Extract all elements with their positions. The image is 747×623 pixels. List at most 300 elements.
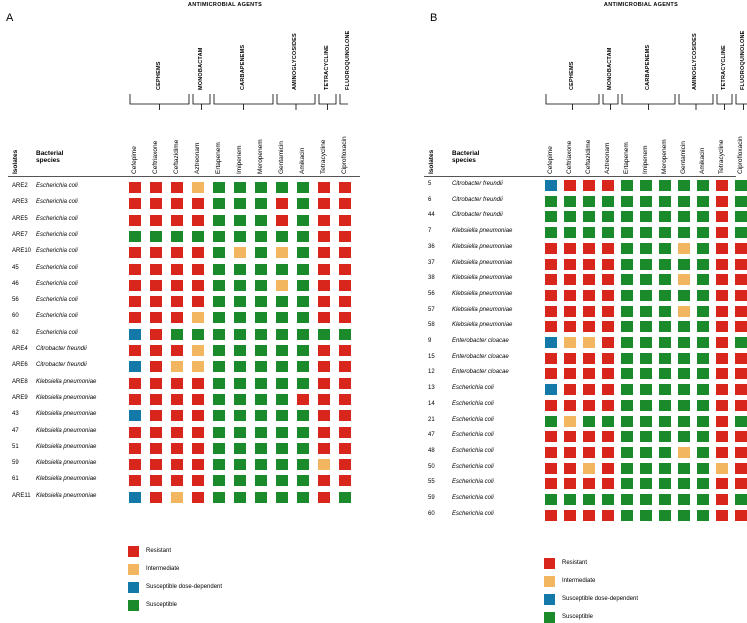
heatmap-cell (545, 337, 557, 348)
heatmap-cell (234, 198, 246, 209)
heatmap-cell (659, 431, 671, 442)
heatmap-cell (297, 443, 309, 454)
heatmap-cell (171, 231, 183, 242)
row-isolate-label: ARE5 (12, 215, 28, 222)
header-bacterial-species: Bacterial species (36, 150, 64, 164)
row-isolate-label: 46 (12, 280, 19, 287)
row-isolate-label: ARE10 (12, 248, 32, 255)
heatmap-cell (213, 459, 225, 470)
row-isolate-label: 36 (428, 243, 435, 250)
heatmap-cell (129, 394, 141, 405)
heatmap-cell (192, 427, 204, 438)
heatmap-cell (192, 312, 204, 323)
heatmap-cell (621, 243, 633, 254)
heatmap-cell (659, 211, 671, 222)
heatmap-cell (192, 329, 204, 340)
heatmap-cell (150, 410, 162, 421)
heatmap-cell (659, 494, 671, 505)
heatmap-cell (583, 337, 595, 348)
heatmap-cell (735, 337, 747, 348)
column-header-meropenem: Meropenem (257, 139, 264, 174)
heatmap-cell (564, 494, 576, 505)
heatmap-cell (339, 475, 351, 486)
heatmap-cell (697, 416, 709, 427)
heatmap-cell (659, 384, 671, 395)
heatmap-cell (192, 231, 204, 242)
heatmap-cell (318, 378, 330, 389)
heatmap-cell (735, 510, 747, 521)
row-species-label: Enterobacter cloacae (452, 369, 509, 376)
row-species-label: Citrobacter freundii (452, 181, 503, 187)
heatmap-cell (545, 196, 557, 207)
heatmap-cell (659, 259, 671, 270)
heatmap-cell (234, 378, 246, 389)
heatmap-cell (545, 290, 557, 301)
heatmap-cell (129, 247, 141, 258)
heatmap-cell (171, 378, 183, 389)
row-isolate-label: 38 (428, 275, 435, 282)
heatmap-cell (621, 478, 633, 489)
heatmap-cell (297, 247, 309, 258)
row-isolate-label: ARE9 (12, 394, 28, 401)
heatmap-cell (697, 431, 709, 442)
heatmap-cell (716, 416, 728, 427)
heatmap-cell (234, 443, 246, 454)
heatmap-cell (192, 394, 204, 405)
heatmap-cell (150, 296, 162, 307)
heatmap-cell (659, 463, 671, 474)
heatmap-cell (171, 492, 183, 503)
heatmap-cell (129, 345, 141, 356)
heatmap-cell (583, 463, 595, 474)
row-species-label: Klebsiella pneumoniae (36, 411, 97, 418)
column-header-gentamicin: Gentamicin (680, 141, 687, 174)
heatmap-cell (234, 345, 246, 356)
class-label-aminoglycosides: AMINOGLYCOSIDES (292, 33, 298, 90)
heatmap-cell (621, 416, 633, 427)
heatmap-cell (621, 196, 633, 207)
heatmap-cell (255, 264, 267, 275)
heatmap-cell (339, 427, 351, 438)
row-species-label: Klebsiella pneumoniae (36, 378, 97, 385)
column-header-gentamicin: Gentamicin (278, 141, 285, 174)
heatmap-cell (234, 459, 246, 470)
header-bacterial-species: Bacterial species (452, 150, 480, 164)
heatmap-cell (276, 280, 288, 291)
row-isolate-label: 13 (428, 385, 435, 392)
heatmap-cell (339, 459, 351, 470)
heatmap-cell (716, 211, 728, 222)
row-species-label: Klebsiella pneumoniae (36, 443, 97, 450)
heatmap-cell (697, 196, 709, 207)
heatmap-cell (621, 211, 633, 222)
heatmap-cell (213, 264, 225, 275)
heatmap-cell (678, 510, 690, 521)
panel-b-class-brackets (544, 92, 747, 114)
column-header-ceftazidime: Ceftazidime (173, 139, 180, 174)
heatmap-cell (276, 475, 288, 486)
heatmap-cell (213, 215, 225, 226)
heatmap-cell (276, 247, 288, 258)
heatmap-cell (735, 463, 747, 474)
heatmap-cell (171, 361, 183, 372)
heatmap-cell (602, 494, 614, 505)
heatmap-cell (213, 280, 225, 291)
heatmap-cell (192, 492, 204, 503)
heatmap-cell (297, 410, 309, 421)
heatmap-cell (583, 353, 595, 364)
column-header-amikacin: Amikacin (699, 147, 706, 174)
heatmap-cell (659, 337, 671, 348)
heatmap-cell (192, 198, 204, 209)
panel-b-agents-title: ANTIMICROBIAL AGENTS (603, 2, 679, 8)
heatmap-cell (318, 361, 330, 372)
heatmap-cell (697, 353, 709, 364)
heatmap-cell (602, 353, 614, 364)
heatmap-cell (129, 410, 141, 421)
heatmap-cell (297, 312, 309, 323)
row-species-label: Escherichia coli (36, 313, 78, 320)
heatmap-cell (583, 196, 595, 207)
column-header-imipenem: Imipenem (642, 145, 649, 174)
heatmap-cell (192, 215, 204, 226)
heatmap-cell (150, 394, 162, 405)
heatmap-cell (192, 459, 204, 470)
heatmap-cell (255, 459, 267, 470)
heatmap-cell (318, 296, 330, 307)
heatmap-cell (735, 431, 747, 442)
row-species-label: Klebsiella pneumoniae (36, 427, 97, 434)
row-isolate-label: 47 (12, 427, 19, 434)
heatmap-cell (545, 259, 557, 270)
heatmap-cell (545, 227, 557, 238)
heatmap-cell (213, 427, 225, 438)
heatmap-cell (318, 329, 330, 340)
legend-label: Resistant (562, 560, 588, 566)
heatmap-cell (171, 443, 183, 454)
heatmap-cell (255, 378, 267, 389)
heatmap-cell (545, 211, 557, 222)
column-header-imipenem: Imipenem (236, 145, 243, 174)
heatmap-cell (716, 384, 728, 395)
heatmap-cell (697, 337, 709, 348)
heatmap-cell (213, 182, 225, 193)
heatmap-cell (564, 306, 576, 317)
heatmap-cell (602, 259, 614, 270)
heatmap-cell (192, 345, 204, 356)
row-species-label: Citrobacter freundii (36, 362, 87, 369)
heatmap-cell (640, 274, 652, 285)
row-species-label: Citrobacter freundii (36, 346, 87, 352)
heatmap-cell (697, 447, 709, 458)
heatmap-cell (659, 290, 671, 301)
heatmap-cell (716, 227, 728, 238)
row-species-label: Klebsiella pneumoniae (452, 228, 513, 235)
row-species-label: Escherichia coli (452, 447, 494, 454)
heatmap-cell (564, 227, 576, 238)
heatmap-cell (255, 427, 267, 438)
heatmap-cell (621, 259, 633, 270)
row-species-label: Escherichia coli (452, 416, 494, 423)
heatmap-cell (659, 368, 671, 379)
row-isolate-label: 57 (428, 306, 435, 313)
row-isolate-label: 43 (12, 411, 19, 418)
row-isolate-label: 60 (428, 510, 435, 517)
heatmap-cell (171, 247, 183, 258)
heatmap-cell (129, 280, 141, 291)
heatmap-cell (234, 231, 246, 242)
heatmap-cell (255, 475, 267, 486)
heatmap-cell (276, 378, 288, 389)
heatmap-cell (255, 329, 267, 340)
heatmap-cell (583, 510, 595, 521)
heatmap-cell (150, 182, 162, 193)
heatmap-cell (150, 345, 162, 356)
panel-a-class-brackets (128, 92, 348, 114)
heatmap-cell (297, 231, 309, 242)
legend-label: Susceptible (562, 614, 594, 620)
heatmap-cell (564, 510, 576, 521)
heatmap-cell (735, 290, 747, 301)
column-header-ciprofloxacin: Ciprofloxacin (737, 136, 744, 174)
panel-b-header-rule (424, 176, 736, 177)
heatmap-cell (640, 478, 652, 489)
row-isolate-label: 15 (428, 353, 435, 360)
heatmap-cell (678, 180, 690, 191)
heatmap-cell (735, 447, 747, 458)
heatmap-cell (297, 280, 309, 291)
legend-label: Intermediate (146, 566, 180, 572)
heatmap-cell (735, 274, 747, 285)
heatmap-cell (213, 312, 225, 323)
heatmap-cell (678, 478, 690, 489)
column-header-ceftriaxone: Ceftriaxone (566, 140, 573, 174)
heatmap-cell (735, 416, 747, 427)
heatmap-cell (129, 443, 141, 454)
class-label-fluoroquinolone: FLUOROQUINOLONE (344, 30, 351, 90)
heatmap-cell (150, 247, 162, 258)
heatmap-cell (213, 345, 225, 356)
heatmap-cell (716, 478, 728, 489)
heatmap-cell (602, 431, 614, 442)
heatmap-cell (192, 475, 204, 486)
class-label-cephems: CEPHEMS (155, 61, 162, 90)
header-isolates: Isolates (428, 149, 435, 174)
row-species-label: Citrobacter freundii (452, 212, 503, 219)
heatmap-cell (621, 510, 633, 521)
heatmap-cell (697, 463, 709, 474)
heatmap-cell (213, 361, 225, 372)
heatmap-cell (255, 182, 267, 193)
heatmap-cell (255, 296, 267, 307)
row-isolate-label: ARE2 (12, 183, 28, 189)
row-species-label: Escherichia coli (452, 463, 494, 470)
heatmap-cell (129, 198, 141, 209)
heatmap-cell (276, 492, 288, 503)
heatmap-cell (297, 296, 309, 307)
heatmap-cell (564, 416, 576, 427)
heatmap-cell (318, 394, 330, 405)
heatmap-cell (697, 368, 709, 379)
heatmap-cell (297, 361, 309, 372)
heatmap-cell (602, 337, 614, 348)
row-isolate-label: 51 (12, 443, 19, 450)
heatmap-cell (697, 384, 709, 395)
row-isolate-label: 21 (428, 416, 435, 423)
legend-label: Susceptible dose-dependent (562, 596, 639, 602)
heatmap-cell (583, 368, 595, 379)
heatmap-cell (583, 400, 595, 411)
heatmap-cell (697, 211, 709, 222)
heatmap-cell (234, 247, 246, 258)
heatmap-cell (602, 274, 614, 285)
class-label-tetracycline: TETRACYCLINE (323, 45, 330, 90)
heatmap-cell (564, 431, 576, 442)
heatmap-cell (735, 259, 747, 270)
legend-swatch (544, 594, 555, 605)
legend-label: Resistant (146, 548, 172, 554)
panel-a-agents-title: ANTIMICROBIAL AGENTS (187, 2, 263, 8)
heatmap-cell (602, 384, 614, 395)
heatmap-cell (318, 312, 330, 323)
row-isolate-label: 59 (12, 460, 19, 467)
row-isolate-label: ARE7 (12, 231, 28, 238)
heatmap-cell (640, 368, 652, 379)
heatmap-cell (678, 447, 690, 458)
heatmap-cell (297, 459, 309, 470)
row-isolate-label: 62 (12, 329, 19, 336)
row-species-label: Citrobacter freundii (452, 196, 503, 203)
heatmap-cell (276, 410, 288, 421)
heatmap-cell (678, 337, 690, 348)
row-isolate-label: 58 (428, 322, 435, 329)
heatmap-cell (150, 312, 162, 323)
heatmap-cell (659, 416, 671, 427)
heatmap-cell (659, 243, 671, 254)
heatmap-cell (640, 494, 652, 505)
heatmap-cell (545, 494, 557, 505)
heatmap-cell (129, 231, 141, 242)
row-isolate-label: ARE8 (12, 378, 28, 385)
heatmap-cell (621, 400, 633, 411)
heatmap-cell (621, 290, 633, 301)
heatmap-cell (602, 368, 614, 379)
column-header-ciprofloxacin: Ciprofloxacin (341, 136, 348, 174)
row-species-label: Klebsiella pneumoniae (36, 476, 97, 483)
heatmap-cell (276, 231, 288, 242)
heatmap-cell (602, 400, 614, 411)
row-species-label: Escherichia coli (36, 199, 78, 206)
row-species-label: Enterobacter cloacae (452, 338, 509, 344)
heatmap-cell (621, 353, 633, 364)
heatmap-cell (621, 321, 633, 332)
heatmap-cell (735, 368, 747, 379)
heatmap-cell (716, 306, 728, 317)
heatmap-cell (602, 211, 614, 222)
heatmap-cell (276, 198, 288, 209)
row-isolate-label: 56 (12, 297, 19, 304)
heatmap-cell (659, 306, 671, 317)
heatmap-cell (129, 361, 141, 372)
legend-swatch (544, 612, 555, 623)
heatmap-cell (697, 510, 709, 521)
heatmap-cell (716, 400, 728, 411)
heatmap-cell (716, 274, 728, 285)
heatmap-cell (659, 353, 671, 364)
heatmap-cell (716, 463, 728, 474)
heatmap-cell (213, 378, 225, 389)
heatmap-cell (129, 215, 141, 226)
heatmap-cell (192, 378, 204, 389)
heatmap-cell (171, 182, 183, 193)
heatmap-cell (545, 463, 557, 474)
heatmap-cell (276, 296, 288, 307)
heatmap-cell (564, 353, 576, 364)
heatmap-cell (171, 215, 183, 226)
heatmap-cell (545, 416, 557, 427)
heatmap-cell (339, 264, 351, 275)
heatmap-cell (678, 306, 690, 317)
heatmap-cell (697, 306, 709, 317)
heatmap-cell (564, 478, 576, 489)
heatmap-cell (640, 227, 652, 238)
heatmap-cell (150, 198, 162, 209)
heatmap-cell (318, 443, 330, 454)
row-species-label: Klebsiella pneumoniae (452, 290, 513, 297)
heatmap-cell (640, 463, 652, 474)
heatmap-cell (339, 410, 351, 421)
heatmap-cell (735, 384, 747, 395)
heatmap-cell (129, 492, 141, 503)
heatmap-cell (602, 290, 614, 301)
heatmap-cell (545, 353, 557, 364)
heatmap-cell (640, 431, 652, 442)
row-species-label: Klebsiella pneumoniae (452, 243, 513, 250)
heatmap-cell (171, 410, 183, 421)
heatmap-cell (621, 368, 633, 379)
row-species-label: Escherichia coli (36, 297, 78, 304)
row-species-label: Escherichia coli (452, 400, 494, 407)
heatmap-cell (716, 243, 728, 254)
heatmap-cell (171, 264, 183, 275)
heatmap-cell (318, 427, 330, 438)
row-species-label: Escherichia coli (452, 510, 494, 517)
heatmap-cell (318, 215, 330, 226)
heatmap-cell (234, 410, 246, 421)
legend-swatch (128, 546, 139, 557)
heatmap-cell (621, 447, 633, 458)
heatmap-cell (234, 264, 246, 275)
heatmap-cell (678, 353, 690, 364)
heatmap-cell (602, 243, 614, 254)
heatmap-cell (129, 427, 141, 438)
heatmap-cell (697, 227, 709, 238)
legend-swatch (544, 558, 555, 569)
heatmap-cell (659, 274, 671, 285)
heatmap-cell (735, 196, 747, 207)
heatmap-cell (276, 394, 288, 405)
heatmap-cell (564, 368, 576, 379)
heatmap-cell (192, 443, 204, 454)
row-species-label: Klebsiella pneumoniae (452, 259, 513, 266)
heatmap-cell (583, 494, 595, 505)
row-isolate-label: 12 (428, 369, 435, 376)
class-label-monobactam: MONOBACTAM (197, 47, 204, 90)
heatmap-cell (150, 492, 162, 503)
heatmap-cell (255, 345, 267, 356)
heatmap-cell (640, 447, 652, 458)
heatmap-cell (276, 215, 288, 226)
